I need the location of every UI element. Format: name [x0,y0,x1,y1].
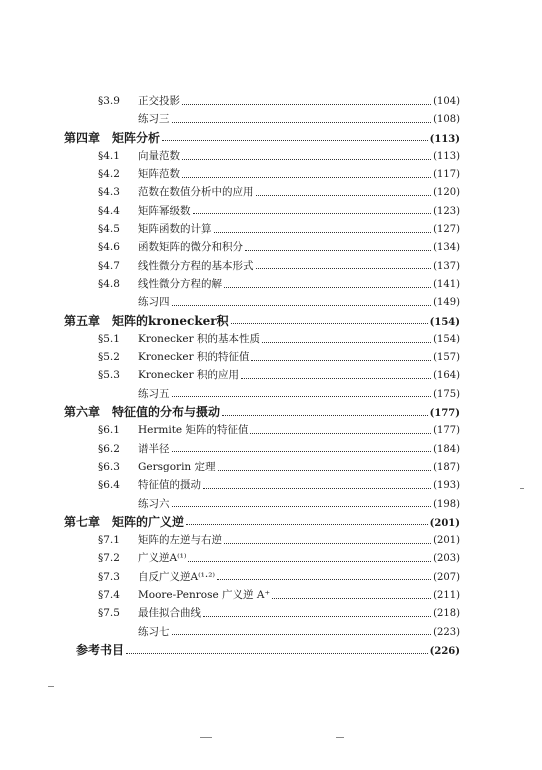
toc-chapter-row [64,513,460,531]
toc-entry-number: §7.5 [98,607,120,620]
toc-page-number: ( 113 ) [433,148,460,166]
toc-entry-title: Gersgorin 定理 [138,460,216,473]
dot-leader [262,342,431,343]
dot-leader [231,323,428,324]
dot-leader [250,433,431,434]
toc-entry-title: 矩阵的左逆与右逆 [138,534,222,547]
scan-mark [48,686,54,687]
toc-entry-number: §4.8 [98,277,120,290]
toc-entry-title: 矩阵范数 [138,168,180,181]
toc-exercise-row [64,293,460,311]
toc-page-number: ( 207 ) [433,569,460,587]
toc-page-number: ( 201 ) [430,515,460,533]
dot-leader [214,232,432,233]
toc-page-number: ( 226 ) [430,643,460,661]
toc-chapter-row [64,403,460,421]
toc-entry-title: 范数在数值分析中的应用 [138,186,254,199]
toc-page-number: ( 223 ) [433,624,460,642]
toc-entry-number: §5.1 [98,332,120,345]
dot-leader [272,598,431,599]
scan-mark [520,488,524,489]
toc-entry-number: §4.3 [98,186,120,199]
dot-leader [224,543,431,544]
toc-entry-title: Hermite 矩阵的特征值 [138,424,249,437]
dot-leader [224,287,431,288]
toc-entry-title: 函数矩阵的微分和积分 [138,241,243,254]
toc-entry-title: 练习三 [138,113,170,126]
toc-entry-title: 矩阵分析 [112,130,161,145]
toc-entry-title: 矩阵函数的计算 [138,223,212,236]
dot-leader [172,122,432,123]
toc-section-row [64,531,460,549]
toc-entry-title: 特征值的摄动 [138,479,201,492]
toc-entry-title: 练习七 [138,625,170,638]
toc-section-row [64,92,460,110]
toc-page-number: ( 154 ) [430,314,460,332]
toc-entry-title: Kronecker 积的特征值 [138,351,250,364]
toc-entry-number: §6.2 [98,442,120,455]
toc-page-number: ( 149 ) [433,294,460,312]
toc-page-number: ( 108 ) [433,111,460,129]
dot-leader [222,415,428,416]
toc-entry-title: 矩阵的广义逆 [112,514,185,529]
toc-entry-number: §7.3 [98,570,120,583]
scan-mark [200,737,212,738]
toc-entry-title: 线性微分方程的解 [138,277,222,290]
dot-leader [182,104,431,105]
dot-leader [186,524,428,525]
toc-page-number: ( 117 ) [433,166,460,184]
toc-section-row [64,440,460,458]
toc-entry-number: §6.4 [98,479,120,492]
dot-leader [172,634,432,635]
dot-leader [241,378,431,379]
scan-mark [336,737,344,738]
toc-entry-title: Moore-Penrose 广义逆 A⁺ [138,589,270,602]
toc-entry-title: 练习六 [138,497,170,510]
toc-entry-title: 自反广义逆A⁽¹·²⁾ [138,570,215,583]
toc-section-row [64,421,460,439]
toc-page-number: ( 203 ) [433,550,460,568]
toc-section-row [64,275,460,293]
toc-entry-number: §6.3 [98,460,120,473]
toc-entry-number: §7.2 [98,552,120,565]
dot-leader [162,140,428,141]
toc-exercise-row [64,110,460,128]
toc-exercise-row [64,385,460,403]
toc-entry-number: §4.7 [98,259,120,272]
toc-page-number: ( 157 ) [433,349,460,367]
toc-page-number: ( 218 ) [433,605,460,623]
toc-section-row [64,220,460,238]
toc-entry-title: 最佳拟合曲线 [138,607,201,620]
toc-page-number: ( 120 ) [433,184,460,202]
dot-leader [256,268,432,269]
dot-leader [245,250,431,251]
toc-section-row [64,549,460,567]
toc-page-number: ( 211 ) [433,587,460,605]
toc-exercise-row [64,495,460,513]
toc-chapter-row [64,641,460,659]
toc-page-number: ( 134 ) [433,239,460,257]
toc-page-number: ( 137 ) [433,258,460,276]
toc-entry-title: 特征值的分布与摄动 [112,405,221,420]
toc-page-number: ( 127 ) [433,221,460,239]
toc-page-number: ( 187 ) [433,459,460,477]
toc-entry-title: 线性微分方程的基本形式 [138,259,254,272]
toc-entry-number: §5.2 [98,351,120,364]
toc-entry-title: 练习五 [138,387,170,400]
toc-page-number: ( 177 ) [433,422,460,440]
table-of-contents [64,92,460,659]
toc-chapter-row [64,312,460,330]
toc-page-number: ( 175 ) [433,386,460,404]
toc-page-number: ( 104 ) [433,93,460,111]
toc-section-row [64,202,460,220]
toc-entry-title: 广义逆A⁽¹⁾ [138,552,187,565]
toc-entry-number: §7.4 [98,589,120,602]
toc-page-number: ( 141 ) [433,276,460,294]
toc-page-number: ( 201 ) [433,532,460,550]
toc-section-row [64,165,460,183]
toc-entry-title: 向量范数 [138,149,180,162]
toc-page-number: ( 198 ) [433,496,460,514]
toc-page-number: ( 184 ) [433,441,460,459]
toc-entry-number: §6.1 [98,424,120,437]
toc-entry-number: §4.1 [98,149,120,162]
dot-leader [172,305,432,306]
dot-leader [172,506,432,507]
toc-exercise-row [64,623,460,641]
dot-leader [126,653,428,654]
toc-entry-number: §5.3 [98,369,120,382]
toc-entry-title: Kronecker 积的应用 [138,369,239,382]
toc-section-row [64,257,460,275]
toc-entry-number: §4.2 [98,168,120,181]
dot-leader [203,616,431,617]
toc-entry-number: §7.1 [98,534,120,547]
toc-entry-number: §4.4 [98,204,120,217]
toc-entry-number: §3.9 [98,95,120,107]
toc-page-number: ( 164 ) [433,367,460,385]
toc-entry-title: 正交投影 [138,95,180,107]
dot-leader [182,177,431,178]
dot-leader [193,213,432,214]
toc-entry-number: §4.5 [98,223,120,236]
toc-page-number: ( 123 ) [433,203,460,221]
toc-entry-number: 第七章 [64,514,101,529]
dot-leader [182,159,431,160]
toc-section-row [64,476,460,494]
toc-entry-number: 第五章 [64,313,101,328]
toc-entry-title: 矩阵的kronecker积 [112,313,229,328]
toc-page-number: ( 177 ) [430,405,460,423]
dot-leader [256,195,432,196]
toc-entry-number: 第四章 [64,130,101,145]
toc-entry-title: 参考书目 [76,642,125,657]
dot-leader [172,451,432,452]
toc-page-number: ( 113 ) [430,131,460,149]
dot-leader [203,488,431,489]
toc-entry-title: 谱半径 [138,442,170,455]
dot-leader [172,396,432,397]
toc-entry-title: 练习四 [138,296,170,309]
toc-section-row [64,366,460,384]
toc-entry-number: 第六章 [64,405,101,420]
toc-section-row [64,586,460,604]
toc-chapter-row [64,129,460,147]
toc-section-row [64,330,460,348]
toc-section-row [64,183,460,201]
toc-section-row [64,568,460,586]
toc-entry-title: Kronecker 积的基本性质 [138,332,260,345]
toc-entry-title: 矩阵幂级数 [138,204,191,217]
dot-leader [251,360,431,361]
toc-section-row [64,147,460,165]
toc-section-row [64,604,460,622]
toc-entry-number: §4.6 [98,241,120,254]
dot-leader [217,579,431,580]
toc-page-number: ( 193 ) [433,477,460,495]
toc-section-row [64,348,460,366]
toc-page-number: ( 154 ) [433,331,460,349]
dot-leader [218,470,432,471]
dot-leader [188,561,431,562]
toc-section-row [64,458,460,476]
toc-section-row [64,238,460,256]
